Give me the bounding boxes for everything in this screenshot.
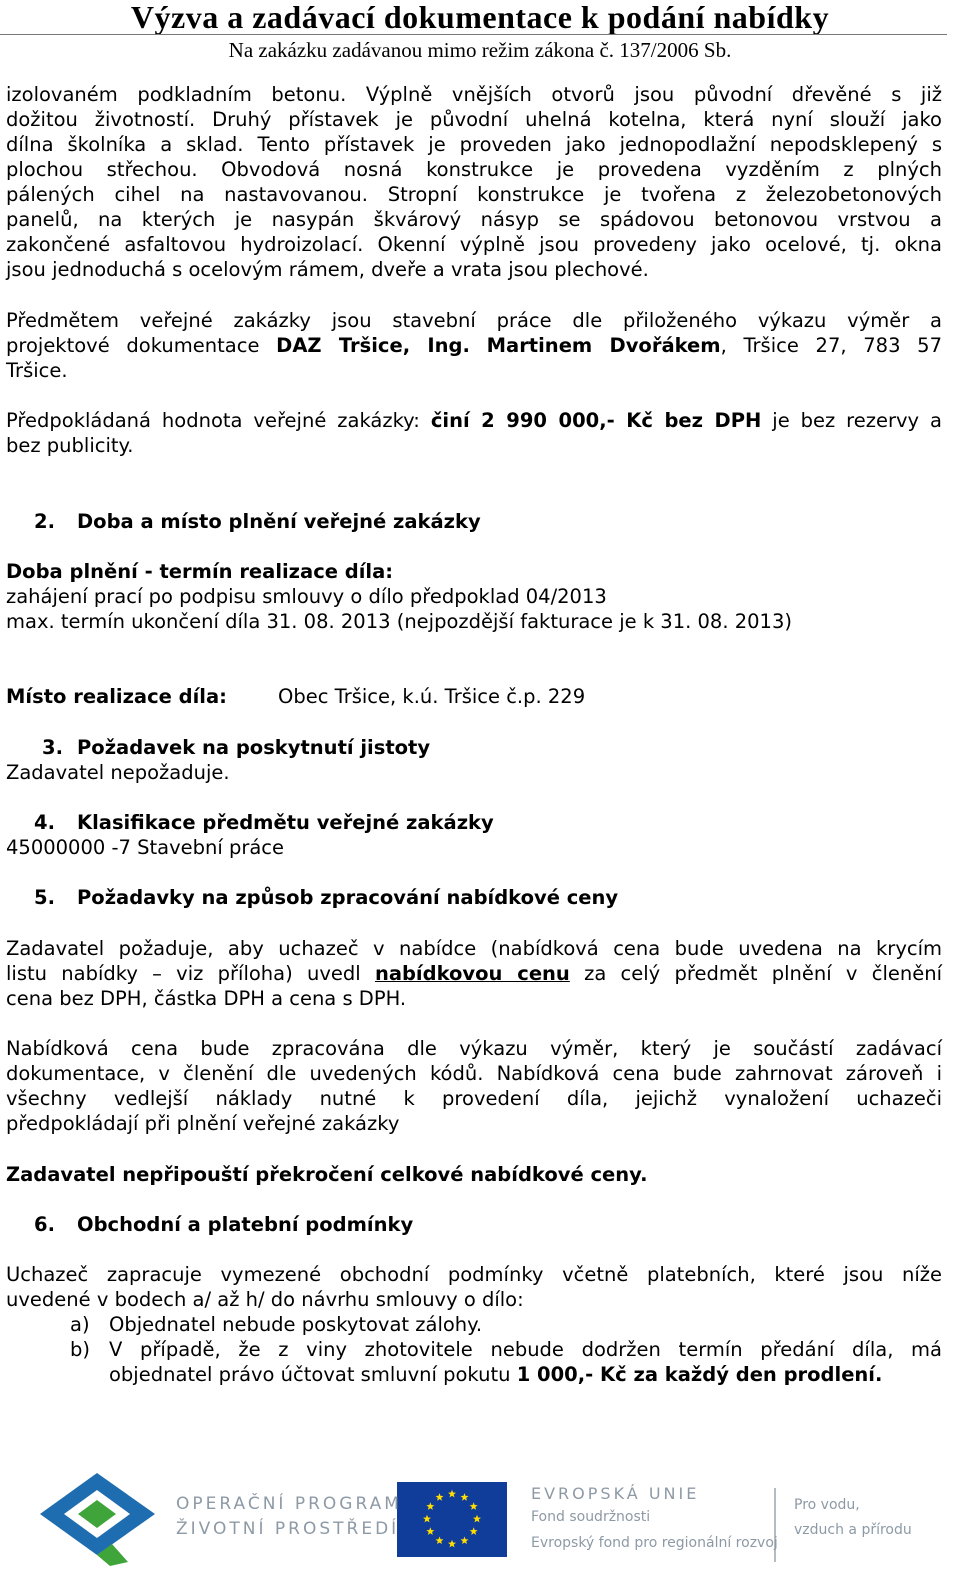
- op-line-2: ŽIVOTNÍ PROSTŘEDÍ: [176, 1519, 400, 1539]
- intro-line-2: dožitou životností. Druhý přístavek je původní uhelná kotelna, která nyní slouží jako: [6, 108, 942, 131]
- section-5-p2-line-3: všechny vedlejší náklady nutné k provedení díla, jejichž vynaložení uchazeči: [6, 1087, 942, 1110]
- section-2-heading: [6, 509, 942, 534]
- slogan-line-2: vzduch a přírodu: [794, 1522, 912, 1538]
- section-3-title: Požadavek na poskytnutí jistoty: [77, 736, 431, 759]
- footer-logos: [0, 1470, 960, 1570]
- value-label: Předpokládaná hodnota veřejné zakázky:: [6, 409, 431, 432]
- term-end: max. termín ukončení díla 31. 08. 2013 (nejpozdější fakturace je k 31. 08. 2013): [6, 610, 792, 633]
- section-4-heading: [6, 810, 942, 835]
- list-item-b-line-2-text: [109, 1362, 882, 1387]
- section-3-number: 3.: [42, 736, 63, 759]
- section-5-p1-line-3: cena bez DPH, částka DPH a cena s DPH.: [6, 987, 407, 1010]
- value-line-1: [6, 408, 942, 433]
- list-item-a-label: a): [70, 1313, 90, 1336]
- section-5-heading: [6, 885, 942, 910]
- document-title: Výzva a zadávací dokumentace k podání nabídky: [130, 0, 830, 35]
- section-4-number: 4.: [34, 811, 55, 834]
- footer-logo-graphics: [0, 1470, 960, 1570]
- section-5-p3: Zadavatel nepřipouští překročení celkové nabídkové ceny.: [6, 1163, 648, 1186]
- section-6-p1-line-2: uvedené v bodech a/ až h/ do návrhu smlouvy o dílo:: [6, 1288, 524, 1311]
- list-item-b: [6, 1337, 942, 1362]
- section-4-text: 45000000 -7 Stavební práce: [6, 836, 285, 859]
- intro-line-8: jsou jednoduchá s ocelovým rámem, dveře a vrata jsou plechové.: [6, 258, 649, 281]
- section-5-number: 5.: [34, 886, 55, 909]
- subject-designer-firm: DAZ Tršice, Ing.: [276, 334, 470, 357]
- section-2-number: 2.: [34, 510, 55, 533]
- value-note: je bez rezervy a: [761, 409, 942, 432]
- section-3-text: Zadavatel nepožaduje.: [6, 761, 230, 784]
- subject-address: , Tršice 27, 783 57: [720, 334, 942, 357]
- eu-flag-icon: [397, 1482, 507, 1557]
- section-5-title: Požadavky na způsob zpracování nabídkové ceny: [77, 886, 619, 909]
- subject-line-2: [6, 333, 942, 358]
- intro-line-3: dílna školníka a sklad. Tento přístavek je proveden jako jednopodlažní nepodsklepený s: [6, 133, 942, 156]
- section-5-p1-line-2: [6, 961, 942, 986]
- section-5-p1-line-1: Zadavatel požaduje, aby uchazeč v nabídce (nabídková cena bude uvedena na krycím: [6, 937, 942, 960]
- subject-line-1: Předmětem veřejné zakázky jsou stavební práce dle přiloženého výkazu výměr a: [6, 309, 942, 332]
- value-line-2: bez publicity.: [6, 434, 134, 457]
- p1-text-pre: listu nabídky – viz příloha) uvedl: [6, 962, 375, 985]
- section-6-heading: [6, 1212, 942, 1237]
- intro-line-5: pálených cihel na nastavovanou. Stropní konstrukce je tvořena z železobetonových: [6, 183, 942, 206]
- intro-line-4: plochou střechou. Obvodová nosná konstrukce je provedena vyzděním z plných: [6, 158, 942, 181]
- section-6-title: Obchodní a platební podmínky: [77, 1213, 414, 1236]
- intro-line-7: zakončené asfaltovou hydroizolací. Okenní výplně jsou provedeny jako ocelové, tj. okna: [6, 233, 942, 256]
- list-item-b-line-2: [6, 1362, 942, 1387]
- document-subtitle: Na zakázku zadávanou mimo režim zákona č. 137/2006 Sb.: [228, 38, 732, 62]
- section-5-p2-line-1: Nabídková cena bude zpracována dle výkazu výměr, který je součástí zadávací: [6, 1037, 942, 1060]
- eu-line-3: Evropský fond pro regionální rozvoj: [531, 1535, 778, 1551]
- subject-text: projektové dokumentace: [6, 334, 277, 357]
- section-5-p2-line-2: dokumentace, v členění dle uvedených kódů. Nabídková cena bude zahrnovat zároveň i: [6, 1062, 942, 1085]
- section-3-heading: [6, 735, 942, 760]
- list-item-b-line-1: V případě, že z viny zhotovitele nebude dodržen termín předání díla, má: [109, 1338, 942, 1361]
- list-item-a-text: Objednatel nebude poskytovat zálohy.: [109, 1313, 483, 1336]
- p1-text-post: za celý předmět plnění v členění: [569, 962, 943, 985]
- term-heading: Doba plnění - termín realizace díla:: [6, 560, 394, 583]
- eu-line-2: Fond soudržnosti: [531, 1509, 651, 1525]
- subject-designer-name: Martinem Dvořákem: [486, 334, 721, 357]
- section-2-title: Doba a místo plnění veřejné zakázky: [77, 510, 481, 533]
- section-6-number: 6.: [34, 1213, 55, 1236]
- section-6-p1-line-1: Uchazeč zapracuje vymezené obchodní podmínky včetně platebních, které jsou níže: [6, 1263, 942, 1286]
- op-line-1: OPERAČNÍ PROGRAM: [176, 1494, 402, 1514]
- intro-line-6: panelů, na kterých je nasypán škvárový násyp se spádovou betonovou vrstvou a: [6, 208, 942, 231]
- header-divider: [0, 34, 947, 35]
- list-item-a: [6, 1312, 942, 1337]
- penalty-text: objednatel právo účtovat smluvní pokutu: [109, 1363, 517, 1386]
- list-item-b-label: b): [70, 1338, 90, 1361]
- penalty-amount: 1 000,- Kč za každý den prodlení.: [516, 1363, 883, 1386]
- op-zp-logo-icon: [40, 1473, 155, 1566]
- subject-line-3: Tršice.: [6, 359, 68, 382]
- p1-offer-price: nabídkovou cenu: [374, 962, 570, 985]
- subject-space: [470, 334, 487, 357]
- section-5-p2-line-4: předpokládají při plnění veřejné zakázky: [6, 1112, 400, 1135]
- intro-line-1: izolovaném podkladním betonu. Výplně vnějších otvorů jsou původní dřevěné s již: [6, 83, 942, 106]
- place-row: [6, 684, 942, 709]
- slogan-line-1: Pro vodu,: [794, 1497, 860, 1513]
- value-amount: činí 2 990 000,- Kč bez DPH: [430, 409, 762, 432]
- term-start: zahájení prací po podpisu smlouvy o dílo předpoklad 04/2013: [6, 585, 607, 608]
- place-label: Místo realizace díla:: [6, 685, 227, 708]
- place-value: Obec Tršice, k.ú. Tršice č.p. 229: [278, 685, 586, 708]
- section-4-title: Klasifikace předmětu veřejné zakázky: [77, 811, 494, 834]
- eu-line-1: EVROPSKÁ UNIE: [531, 1484, 700, 1503]
